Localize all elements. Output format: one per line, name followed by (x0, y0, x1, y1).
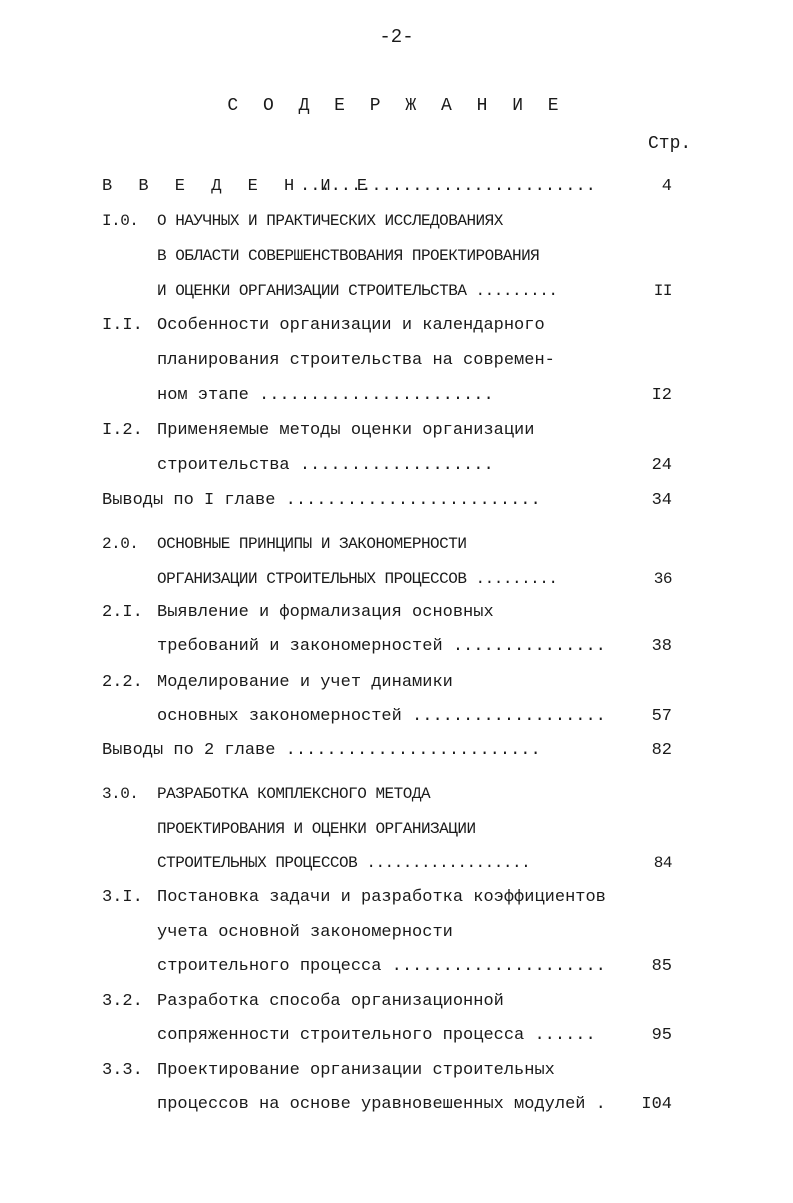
toc-3-1-line-3: строительного процесса ..................... (157, 957, 606, 976)
toc-3-2-line-2: сопряженности строительного процесса ...... (157, 1026, 596, 1045)
toc-1-0-page: II (653, 282, 672, 300)
toc-1-0-line-3: И ОЦЕНКИ ОРГАНИЗАЦИИ СТРОИТЕЛЬСТВА ......... (157, 282, 558, 300)
toc-1-1-page: I2 (651, 386, 672, 405)
toc-1-0-line-2: В ОБЛАСТИ СОВЕРШЕНСТВОВАНИЯ ПРОЕКТИРОВАНИЯ (157, 247, 540, 265)
toc-3-0-line-3: СТРОИТЕЛЬНЫХ ПРОЦЕССОВ .................. (157, 854, 531, 872)
toc-1-2-page: 24 (651, 456, 672, 475)
toc-1-2-line-2: строительства ................... (157, 456, 494, 475)
intro-dots: ............................. (300, 177, 596, 196)
intro-page: 4 (661, 177, 672, 196)
toc-2-0-page: 36 (653, 570, 672, 588)
toc-2-1-page: 38 (651, 637, 672, 656)
toc-3-1-line-2: учета основной закономерности (157, 923, 453, 942)
toc-3-0-line-2: ПРОЕКТИРОВАНИЯ И ОЦЕНКИ ОРГАНИЗАЦИИ (157, 820, 476, 838)
intro-label: В В Е Д Е Н И Е (102, 177, 376, 196)
toc-3-1-page: 85 (651, 957, 672, 976)
toc-3-0-page: 84 (653, 854, 672, 872)
toc-2-0-line-2: ОРГАНИЗАЦИИ СТРОИТЕЛЬНЫХ ПРОЦЕССОВ ......... (157, 570, 558, 588)
toc-3-3-page: I04 (641, 1095, 672, 1114)
toc-2-2-line-2: основных закономерностей ................... (157, 707, 606, 726)
toc-1-1-line-3: ном этапе ....................... (157, 386, 494, 405)
toc-2-1-line-2: требований и закономерностей ............... (157, 637, 606, 656)
toc-conclusions-2-page: 82 (651, 741, 672, 760)
pages-column-header: Стр. (648, 134, 692, 154)
toc-3-2-page: 95 (651, 1026, 672, 1045)
toc-3-3-line-2: процессов на основе уравновешенных модулей . (157, 1095, 606, 1114)
page-number: -2- (379, 26, 414, 48)
table-of-contents: В В Е Д Е Н И Е ............................. 4 I.0. О НАУЧНЫХ И ПРАКТИЧЕСКИХ ИССЛЕДОВАНИЯХ В ОБЛАСТИ СОВЕРШЕНСТВОВАНИЯ ПРОЕКТИРОВАНИЯ И ОЦЕНКИ ОРГАНИЗАЦИИ СТРОИТЕЛЬСТВА ......... II I.I. Особенности организации и календарного планирования строительства на современ- ном этапе ....................... I2 I.2. Применяемые методы оценки организации строительства ................... 24 Выводы по I главе ......................... 34 2.0. ОСНОВНЫЕ ПРИНЦИПЫ И ЗАКОНОМЕРНОСТИ ОРГАНИЗАЦИИ СТРОИТЕЛЬНЫХ ПРОЦЕССОВ ......... 36 2.I. Выявление и формализация основных требований и закономерностей ............... 38 2.2. Моделирование и учет динамики основных закономерностей ................... 57 Выводы по 2 главе ......................... 82 3.0. РАЗРАБОТКА КОМПЛЕКСНОГО МЕТОДА ПРОЕКТИРОВАНИЯ И ОЦЕНКИ ОРГАНИЗАЦИИ СТРОИТЕЛЬНЫХ ПРОЦЕССОВ .................. 84 3.I. Постановка задачи и разработка коэффициентов учета основной закономерности строительного процесса ..................... 85 3.2. Разработка способа организационной сопряженности строительного процесса ...... 95 3.3. Проектирование организации строительных процессов на основе уравновешенных модулей . I04 (102, 177, 672, 1114)
toc-conclusions-1-page: 34 (651, 491, 672, 510)
toc-2-2-page: 57 (651, 707, 672, 726)
toc-title: С О Д Е Р Ж А Н И Е (227, 96, 566, 116)
toc-1-1-line-2: планирования строительства на современ- (157, 351, 555, 370)
